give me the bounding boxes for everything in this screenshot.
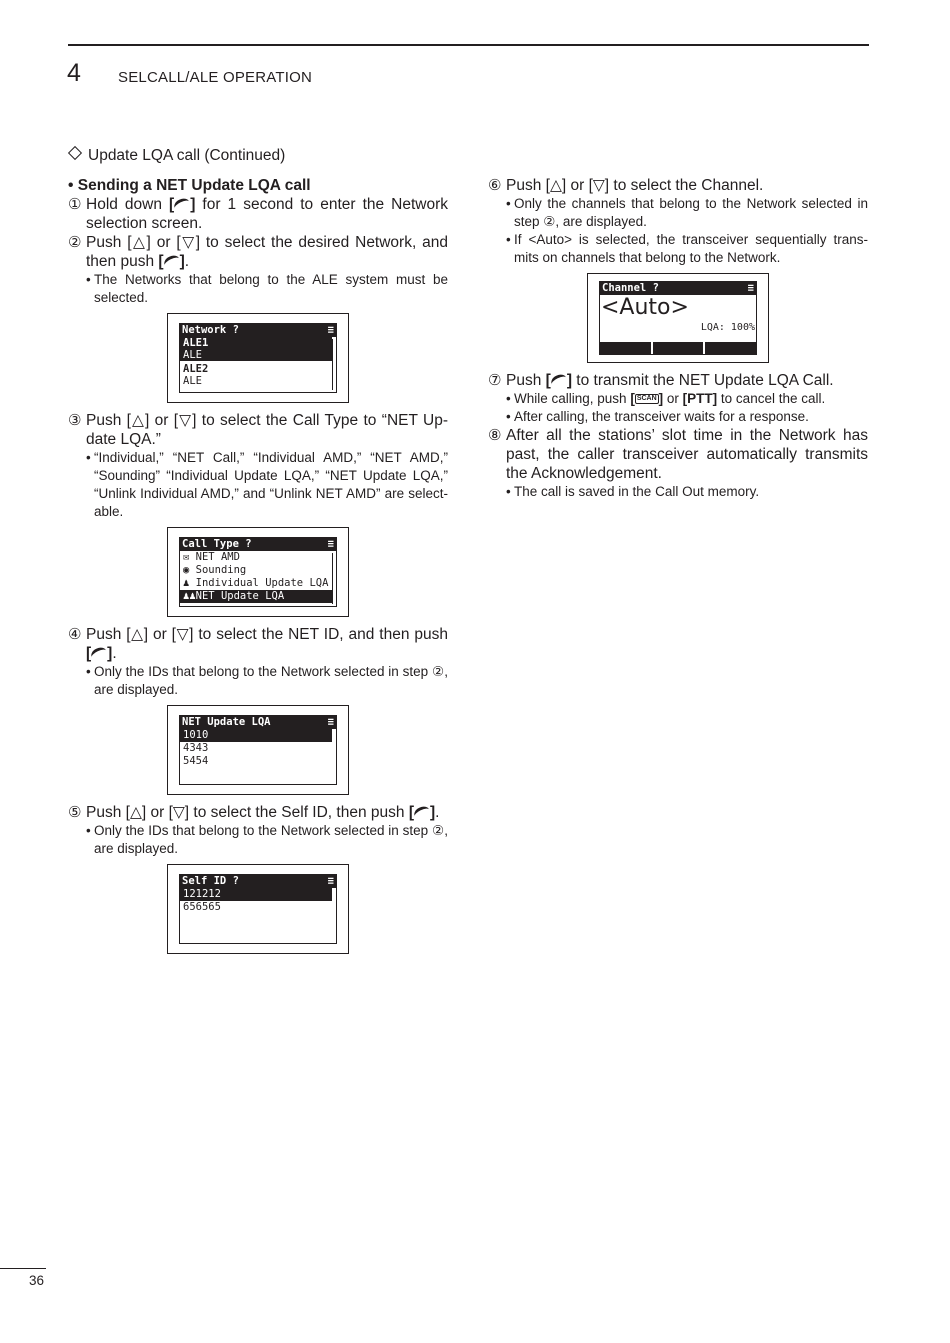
list-item: ♟♟NET Update LQA [180,590,332,603]
chapter-number: 4 [67,59,81,87]
right-column [488,176,868,501]
lqa-value: LQA: 100% [700,322,755,333]
list-item: ✉ NET AMD [183,551,240,563]
footer-rule [0,1268,46,1269]
list-item: 1010 [180,729,332,742]
step-number: ② [68,234,82,251]
lcd-title-bar: Self ID ? ≡ [182,875,334,887]
list-item: 5454 [183,755,209,767]
step-text: Push [ ] to transmit the NET Update LQA Call. [506,372,834,389]
bullet: • Only the IDs that belong to the Network selected in step ②, are displayed. [86,823,448,856]
step-number: ③ [68,412,82,429]
list-item: ALE2 ALE [183,363,209,387]
hangup-scan-icon: SCAN [636,395,657,403]
lcd-screen [179,874,337,944]
bullet: • If <Auto> is selected, the transceiver sequentially trans-mits on channels that belong to the Network. [506,232,868,265]
header-rule [68,44,869,46]
section-title: Update LQA call (Continued) [88,147,286,164]
step-number: ① [68,196,82,213]
net-id-screen-figure [167,705,349,795]
step-text: Hold down [ ] for 1 second to enter the Network selection screen. [86,196,449,232]
lcd-title-bar: Network ? ≡ [182,324,334,336]
step-8 [488,426,868,483]
phone-icon [89,645,109,663]
lcd-screen [179,323,337,393]
list-item: ♟ Individual Update LQA [183,577,329,589]
self-id-screen-figure [167,864,349,954]
lcd-title-bar: Channel ? ≡ [602,282,754,294]
step-text: Push [△] or [▽] to select the Self ID, then push [ ]. [86,804,440,821]
call-key: [ ] [158,253,185,270]
bullet: • The call is saved in the Call Out memory. [506,484,760,499]
scrollbar [332,339,335,390]
lcd-screen [179,715,337,785]
step-text: After all the stations’ slot time in the Network has past, the caller transceiver automatically transmits the Acknowledgement. [506,427,868,482]
network-screen-figure [167,313,349,403]
list-item: ALE1 ALE [180,337,332,361]
step-number: ⑤ [68,804,82,821]
lcd-soft-keys [600,342,756,354]
step-6 [488,176,868,195]
lcd-screen [599,281,757,355]
chapter-title: SELCALL/ALE OPERATION [118,69,312,86]
call-type-screen-figure [167,527,349,617]
bullet: • Only the channels that belong to the Network selected in step ②, are displayed. [506,196,868,229]
step-1 [68,195,448,233]
step-number: ④ [68,626,82,643]
channel-value: <Auto> [601,295,689,320]
bullet: • Only the IDs that belong to the Network selected in step ②, are displayed. [86,664,448,697]
list-item: 4343 [183,742,209,754]
step-number: ⑦ [488,372,502,389]
lcd-title-bar: NET Update LQA ≡ [182,716,334,728]
scan-key: [ SCAN ] [630,391,664,406]
lcd-title-bar: Call Type ? ≡ [182,538,334,550]
diamond-icon [68,146,82,160]
step-text: Push [△] or [▽] to select the Channel. [506,177,764,194]
section-heading [68,147,285,165]
step-number: ⑥ [488,177,502,194]
channel-screen-figure [587,273,769,363]
bullet: • After calling, the transceiver waits for a response. [506,409,809,424]
bullet: • The Networks that belong to the ALE system must be selected. [86,272,448,305]
bullet: • While calling, push [ SCAN ] or [PTT] to cancel the call. [506,391,826,406]
call-key: [ ] [408,804,436,821]
step-2 [68,233,448,271]
call-key: [ ] [169,196,196,213]
step-text: Push [△] or [▽] to select the desired Network, and then push [ ]. [86,234,448,270]
call-key: [ ] [86,645,113,662]
phone-icon [172,196,192,214]
list-item: ◉ Sounding [183,564,247,576]
list-item: 121212 [180,888,332,901]
step-text: Push [△] or [▽] to select the NET ID, and then push [ ]. [86,626,448,662]
lcd-screen [179,537,337,607]
bullet: • “Individual,” “NET Call,” “Individual AMD,” “NET AMD,” “Sounding” “Individual Update LQA,” “NET Update LQA,” “Unlink Individual AMD,” and “Unlink NET AMD” are select-able. [86,450,448,519]
step-5 [68,803,448,822]
list-item: 656565 [183,901,221,913]
call-key: [ ] [545,372,572,389]
step-3 [68,411,448,449]
step-7 [488,371,868,390]
phone-icon [412,804,432,822]
ptt-key: [PTT] [682,391,718,406]
step-number: ⑧ [488,427,502,444]
scrollbar [332,553,335,604]
step-text: Push [△] or [▽] to select the Call Type to “NET Up-date LQA.” [86,412,448,448]
page-number: 36 [29,1273,45,1288]
phone-icon [162,253,182,271]
subheading: • Sending a NET Update LQA call [68,177,311,194]
phone-icon [549,372,569,390]
step-4 [68,625,448,663]
left-column [68,176,448,962]
